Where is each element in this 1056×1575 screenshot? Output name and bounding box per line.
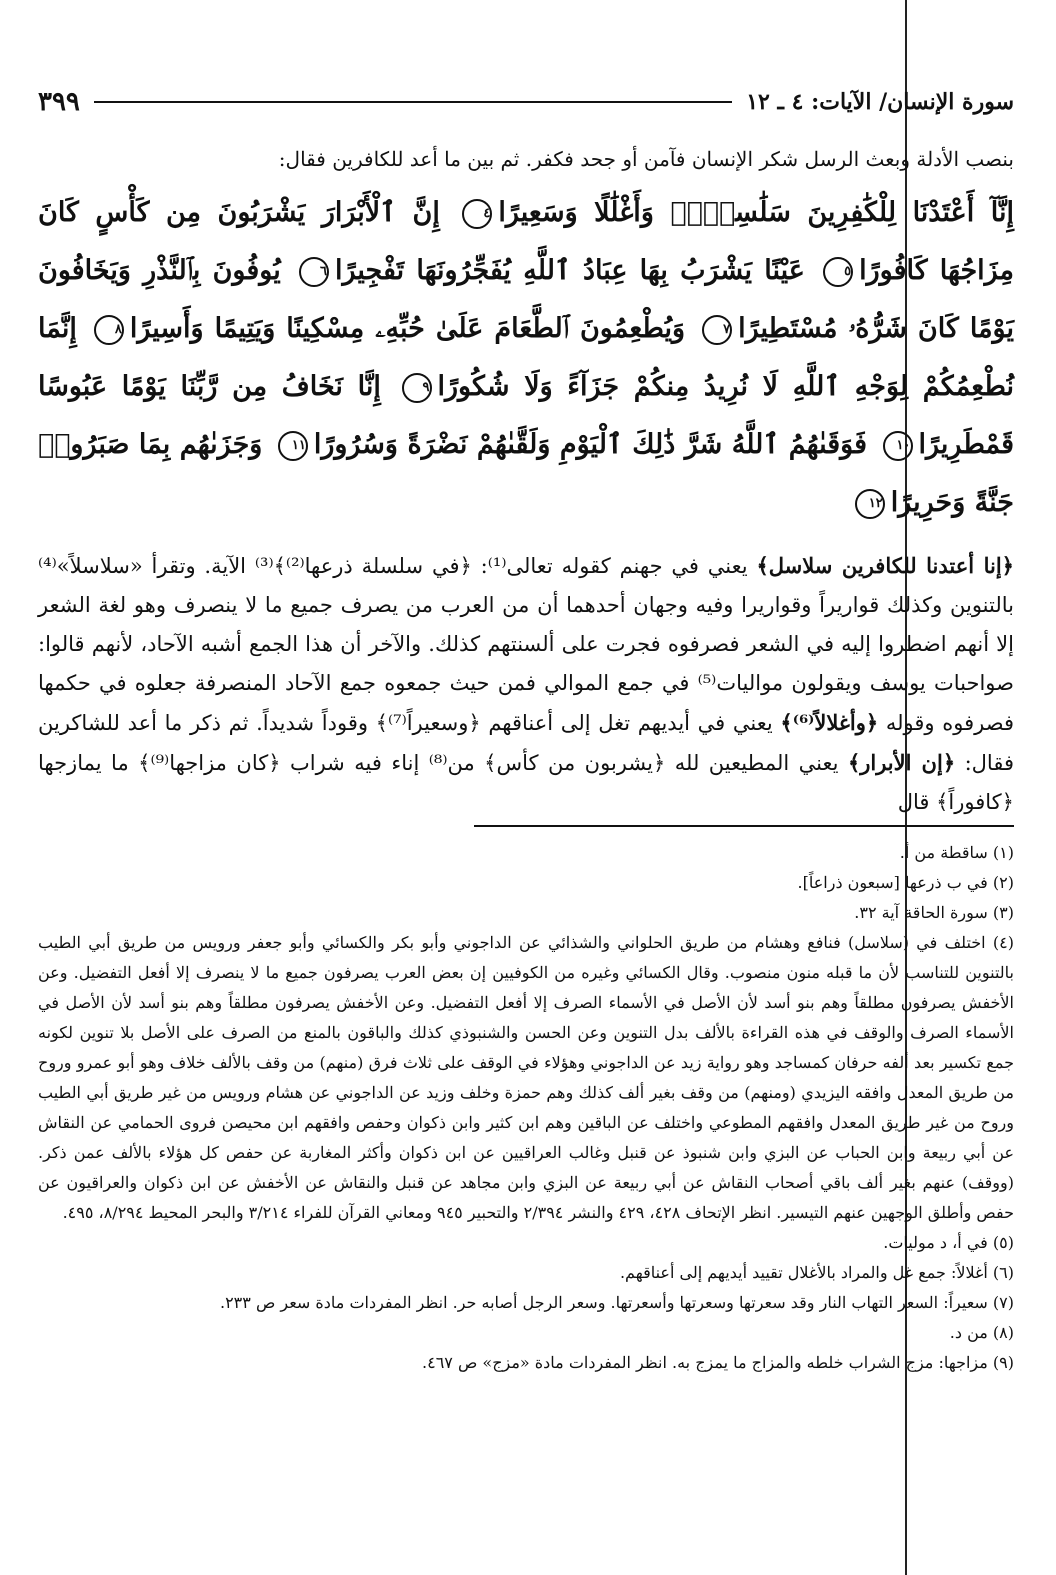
page-number: ٣٩٩: [38, 87, 80, 117]
ayah-number-mark: ١٢: [855, 489, 885, 519]
footnote: (١) ساقطة من أ.: [899, 843, 1014, 862]
commentary-text: يعني في أيديهم تغل إلى أعناقهم ﴿وسعيراً⁽⁷⁾﴾ وقوداً شديداً. ثم ذكر ما أعد للشاكرين فقال:: [38, 711, 1014, 775]
ayah-text: وَجَزَىٰهُم بِمَا صَبَرُوا۟ جَنَّةً وَحَرِيرًا: [38, 429, 1014, 518]
ayah-number-mark: ٤: [462, 199, 492, 229]
main-text: [38, 142, 1014, 822]
intro-paragraph: بنصب الأدلة وبعث الرسل شكر الإنسان فآمن أو جحد فكفر. ثم بين ما أعد للكافرين فقال:: [278, 147, 1014, 171]
ayah-text: إِنَّ ٱلْأَبْرَارَ يَشْرَبُونَ مِن كَأْسٍ كَانَ مِزَاجُهَا كَافُورًا: [38, 197, 1014, 286]
quoted-verse: ﴿وأغلالاً⁽⁶⁾﴾: [780, 710, 879, 735]
ayah-number-mark: ١٠: [883, 431, 913, 461]
ayah-number-mark: ٧: [702, 315, 732, 345]
footnote: (٦) أغلالاً: جمع غل والمراد بالأغلال تقييد أيديهم إلى أعناقهم.: [619, 1263, 1014, 1282]
ayah-number-mark: ٦: [299, 257, 329, 287]
surah-title: سورة الإنسان/ الآيات: ٤ ـ ١٢: [746, 89, 1014, 115]
footnote-separator: [474, 825, 1014, 827]
ayah-text: عَيْنًا يَشْرَبُ بِهَا عِبَادُ ٱللَّهِ يُفَجِّرُونَهَا تَفْجِيرًا: [334, 255, 805, 286]
ayah-text: فَوَقَىٰهُمُ ٱللَّهُ شَرَّ ذَٰلِكَ ٱلْيَوْمِ وَلَقَّىٰهُمْ نَضْرَةً وَسُرُورًا: [313, 429, 868, 460]
ayah-text: إِنَّا نَخَافُ مِن رَّبِّنَا يَوْمًا عَبُوسًا قَمْطَرِيرًا: [38, 371, 1014, 460]
quoted-verse: ﴿إن الأبرار﴾: [847, 750, 956, 775]
footnote: (٧) سعيراً: السعر التهاب النار وقد سعرتها وسعرتها وأسعرتها. وسعر الرجل أصابه حر. انظر المفردات مادة سعر ص ٢٣٣.: [219, 1293, 1014, 1312]
commentary-text: يعني في جهنم كقوله تعالى⁽¹⁾: ﴿في سلسلة ذرعها⁽²⁾﴾⁽³⁾ الآية. وتقرأ «سلاسلاً»⁽⁴⁾ بالتنوين وكذلك قواريراً وقواريرا وفيه وجهان أحدهما أن من العرب من يصرف جميع ما لا ينصرف وهو لغة الشعر إلا أنهم اضطروا إليه في الشعر فصرفوه فجرت على ألسنتهم كذلك. والآخر أن هذا الجمع أشبه الآحاد، لأنهم قالوا: صواحبات يوسف ويقولون مواليات⁽⁵⁾ في جمع الموالي فمن حيث جمعوه جمع الآحاد المنصرفة جعلوه في حكمها فصرفوه وقوله: [38, 554, 1014, 735]
ayah-text: يُوفُونَ بِٱلنَّذْرِ وَيَخَافُونَ يَوْمًا كَانَ شَرُّهُۥ مُسْتَطِيرًا: [38, 255, 1014, 344]
ayah-number-mark: ١١: [278, 431, 308, 461]
ayah-number-mark: ٥: [823, 257, 853, 287]
header-rule: [94, 101, 732, 103]
footnote: (٩) مزاجها: مزج الشراب خلطه والمزاج ما يمزج به. انظر المفردات مادة «مزج» ص ٤٦٧.: [422, 1353, 1014, 1372]
quran-verses: [38, 184, 1014, 532]
ayah-number-mark: ٩: [402, 373, 432, 403]
ayah-text: إِنَّمَا نُطْعِمُكُمْ لِوَجْهِ ٱللَّهِ لَا نُرِيدُ مِنكُمْ جَزَآءً وَلَا شُكُورًا: [38, 313, 1014, 402]
footnote: (٤) اختلف في (سلاسل) فنافع وهشام من طريق الحلواني والشذائي عن الداجوني وأبو بكر والكسائي وأبو جعفر ورويس من طريق أبي الطيب بالتنوين للتناسب لأن ما قبله منون منصوب. وقال الكسائي وغيره من الكوفيين إن بعض العرب يصرفون جميع ما لا ينصرف إلا أفعل التفضيل. وعن الأخفش يصرفون مطلقاً وهم بنو أسد لأن الأصل في الأسماء الصرف إلا أفعل التفضيل. وعن الأخفش يصرفون مطلقاً وهم بنو أسد لأن الأصل في الأسماء الصرف والوقف في هذه القراءة بالألف بدل التنوين وعن الحسن والشنبوذي كذلك والباقون بالمنع من الصرف على الأصل بلا تنوين لكونه جمع تكسير بعد ألفه حرفان كمساجد وهو رواية زيد عن الداجوني وهؤلاء في الوقف على ثلاث فرق (منهم) من وقف بالألف خلاف وهو أبو عمرو وروح من طريق المعدل وافقه اليزيدي (ومنهم) من وقف بغير ألف كذلك وهم حمزة وخلف وزيد عن الداجوني عن هشام ورويس من غير طريق أبي الطيب وروح من غير طريق المعدل وافقهم المطوعي واختلف عن الباقين وهم ابن كثير وابن ذكوان وحفص وافقهم ابن محيصن فروى الحمامي عن النقاش عن أبي ربيعة وابن الحباب عن البزي وابن شنبوذ عن قنبل وغالب العراقيين عن ابن ذكوان وأكثر المغاربة عن حفص كل هؤلاء بالألف عمن ذكر. (ووقف) عنهم بغير ألف باقي أصحاب النقاش عن أبي ربيعة عن البزي وابن مجاهد عن قنبل والنقاش عن الأخفش عن ابن ذكوان والعراقيون عن حفص وأطلق الوجهين عنهم التيسير. انظر الإتحاف ٤٢٨، ٤٢٩ والنشر ٢/٣٩٤ والتحبير ٩٤٥ ومعاني القرآن للفراء ٣/٢١٤ والبحر المحيط ٨/٢٩٤، ٤٩٥.: [38, 933, 1015, 1222]
quoted-verse: ﴿إنا أعتدنا للكافرين سلاسل﴾: [756, 553, 1014, 578]
commentary-text: يعني المطيعين لله ﴿يشربون من كأس﴾ من⁽⁸⁾ إناء فيه شراب ﴿كان مزاجها⁽⁹⁾﴾ ما يمازجها ﴿كافوراً﴾ قال: [38, 751, 1014, 814]
footnote: (٨) من د.: [949, 1323, 1014, 1342]
ayah-text: إِنَّآ أَعْتَدْنَا لِلْكَٰفِرِينَ سَلَٰسِلَا۟ وَأَغْلَٰلًا وَسَعِيرًا: [498, 197, 1015, 228]
ayah-number-mark: ٨: [94, 315, 124, 345]
ayah-text: وَيُطْعِمُونَ ٱلطَّعَامَ عَلَىٰ حُبِّهِۦ مِسْكِينًا وَيَتِيمًا وَأَسِيرًا: [129, 313, 686, 344]
footnotes: [38, 838, 1014, 1378]
page-header: [38, 82, 1014, 122]
footnote: (٥) في أ، د موليات.: [883, 1233, 1014, 1252]
footnote: (٣) سورة الحاقة آية ٣٢.: [854, 903, 1014, 922]
footnote: (٢) في ب ذرعها [سبعون ذراعاً].: [797, 873, 1014, 892]
tafsir-commentary: [38, 546, 1014, 822]
